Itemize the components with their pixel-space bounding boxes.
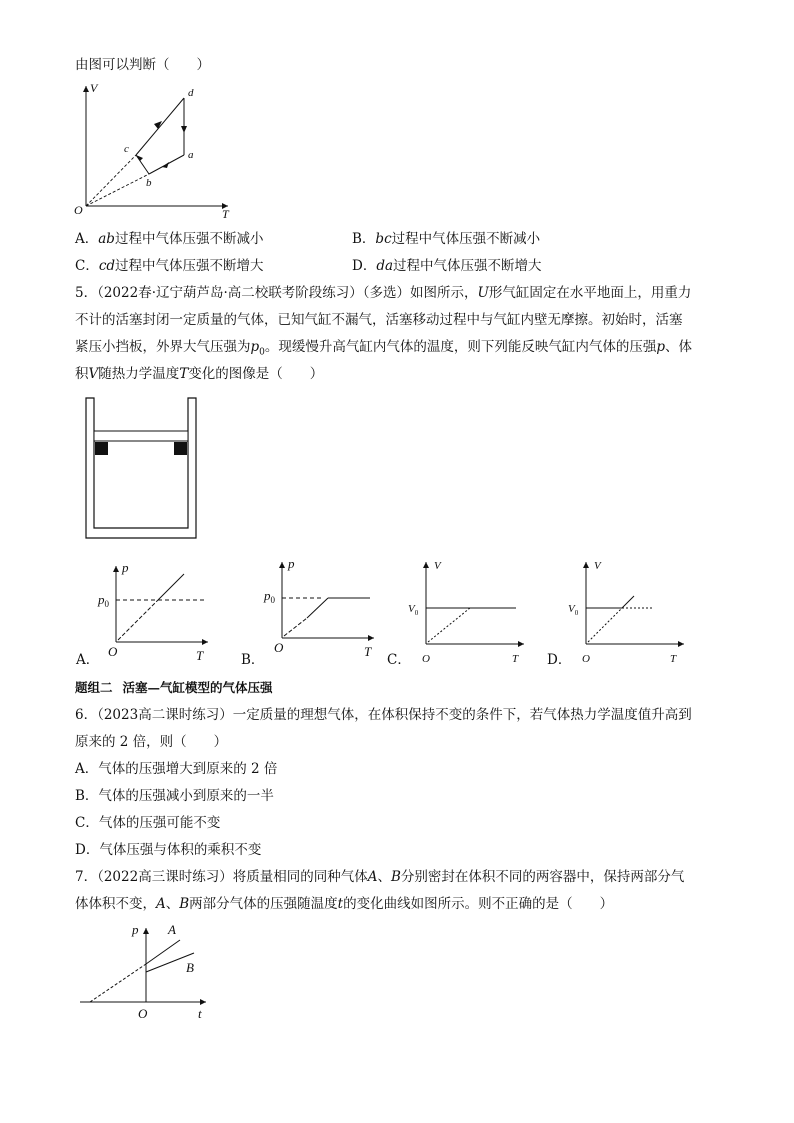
q4-point-a: a [188,149,194,161]
q7-line1: 7．（2022高三课时练习）将质量相同的同种气体A、B分别密封在体积不同的两容器中，保持两部分气 [75,869,685,885]
q5-line1: 5．（2022春·辽宁葫芦岛·高二校联考阶段练习）（多选）如图所示，U形气缸固定在水平地面上，用重力 [75,285,692,301]
q5-line2: 不计的活塞封闭一定质量的气体，已知气缸不漏气，活塞移动过程中与气缸内壁无摩擦。初始时，活塞 [75,312,683,328]
svg-text:T: T [196,648,204,663]
q5-graph-c[interactable] [402,556,532,666]
q6-line1: 6．（2023高二课时练习）一定质量的理想气体，在体积保持不变的条件下，若气体热力学温度值升高到 [75,707,692,723]
q5-stop-right [174,442,187,455]
q4-point-d: d [188,87,194,99]
svg-text:O: O [138,1006,148,1021]
q6-option-c[interactable]: C．气体的压强可能不变 [75,815,221,831]
svg-text:p: p [132,922,139,937]
q5-graph-b-letter[interactable]: B． [241,652,265,668]
svg-text:B: B [186,960,194,975]
q4-option-a[interactable]: A．ab过程中气体压强不断减小 [75,231,264,247]
section-heading: 题组二 活塞—气缸模型的气体压强 [75,680,273,695]
q6-option-a[interactable]: A．气体的压强增大到原来的 2 倍 [75,761,278,777]
svg-text:A: A [168,922,176,937]
q4-label-o: O [74,203,83,217]
q4-option-b[interactable]: B．bc过程中气体压强不断减小 [352,231,541,247]
svg-text:p0: $p_0$ [98,592,109,609]
svg-text:V: V [434,560,441,572]
svg-text:t: t [198,1006,202,1021]
svg-text:p: p [122,560,129,575]
q6-line2: 原来的 2 倍，则（ ） [75,734,228,750]
q5-cylinder-diagram [84,396,204,540]
q4-label-t: T [222,207,229,221]
q4-stem: 由图可以判断（ ） [75,57,210,73]
q5-graph-a-letter[interactable]: A． [76,652,100,668]
svg-text:O: O [274,640,284,655]
q5-line4: 积V随热力学温度T变化的图像是（ ） [75,366,324,382]
q7-line2: 体体积不变，A、B两部分气体的压强随温度t的变化曲线如图所示。则不正确的是（ ） [75,896,614,912]
q4-point-b: b [146,177,152,189]
svg-text:p: p [288,556,295,571]
q7-pt-graph [76,918,216,1026]
q4-label-v: V [90,81,98,95]
q4-option-c[interactable]: C．cd过程中气体压强不断增大 [75,258,264,274]
q5-graph-b[interactable] [262,556,382,666]
q5-line3: 紧压小挡板，外界大气压强为$p_0$。现缓慢升高气缸内气体的温度，则下列能反映气缸内气体的压强p、体 [75,339,693,358]
svg-text:V0: $V_0$ [408,603,419,617]
svg-text:O: O [582,653,590,665]
q5-cylinder-wall [86,398,196,538]
svg-text:T: T [364,644,372,659]
q5-graph-a[interactable] [96,560,216,670]
q6-option-b[interactable]: B．气体的压强减小到原来的一半 [75,788,274,804]
svg-text:T: T [512,653,519,665]
svg-text:V0: $V_0$ [568,603,579,617]
svg-text:p0: $p_0$ [264,588,275,605]
q4-vt-graph [70,78,240,221]
q5-graph-d-letter[interactable]: D． [547,652,572,668]
q5-graph-d[interactable] [562,556,692,666]
svg-text:V: V [594,560,601,572]
q4-point-c: c [124,143,129,155]
q5-graph-c-letter[interactable]: C． [387,652,411,668]
svg-text:O: O [422,653,430,665]
svg-text:O: O [108,644,118,659]
q6-option-d[interactable]: D．气体压强与体积的乘积不变 [75,842,262,858]
svg-text:T: T [670,653,677,665]
q5-stop-left [95,442,108,455]
q5-piston [94,431,188,441]
q4-option-d[interactable]: D．da过程中气体压强不断增大 [352,258,542,274]
